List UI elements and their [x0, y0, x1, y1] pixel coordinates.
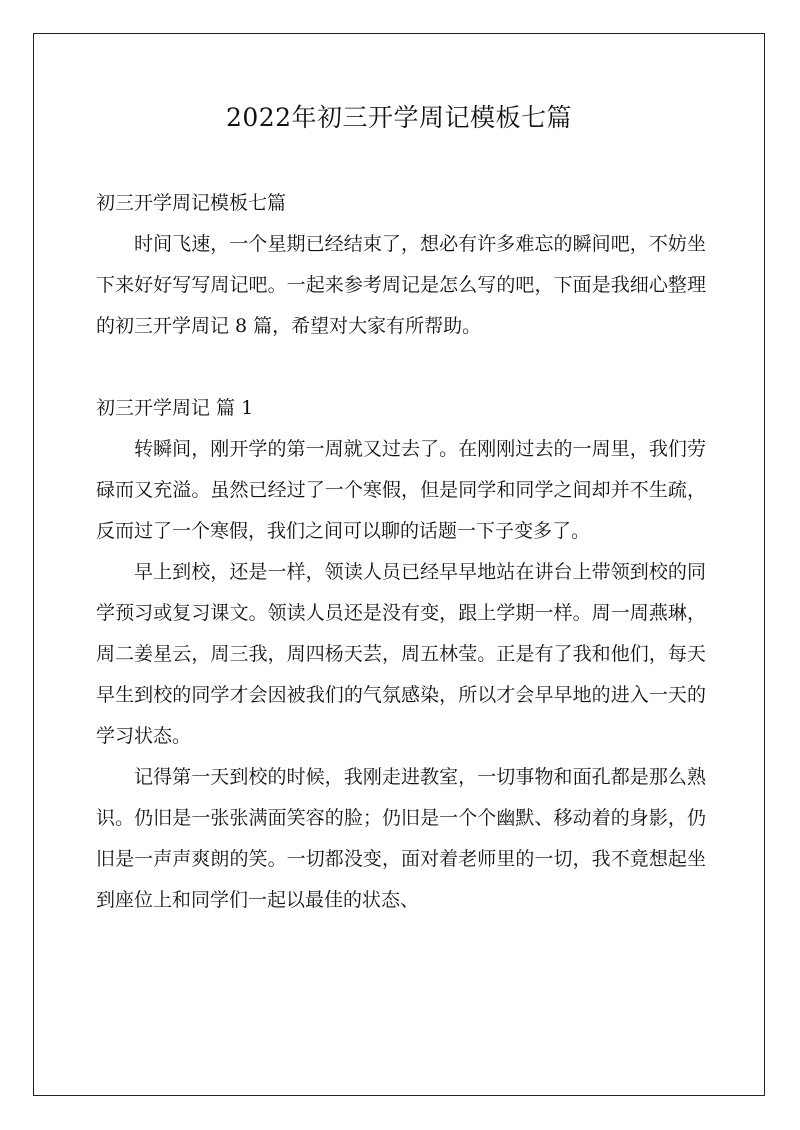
document-title: 2022年初三开学周记模板七篇 — [225, 103, 573, 132]
section-spacer — [96, 347, 706, 388]
section-1-paragraph: 早上到校，还是一样，领读人员已经早早地站在讲台上带领到校的同学预习或复习课文。领读人员还是没有变，跟上学期一样。周一周燕琳，周二姜星云，周三我，周四杨天芸，周五林莹。正是有了我和他们，每天早生到校的同学才会因被我们的气氛感染，所以才会早早地的进入一天的学习状态。 — [96, 561, 706, 747]
section-1-paragraph: 记得第一天到校的时候，我刚走进教室，一切事物和面孔都是那么熟识。仍旧是一张张满面笑容的脸；仍旧是一个个幽默、移动着的身影，仍旧是一声声爽朗的笑。一切都没变，面对着老师里的一切，我不竟想起坐到座位上和同学们一起以最佳的状态、 — [96, 766, 706, 911]
document-body — [96, 183, 706, 921]
intro-heading: 初三开学周记模板七篇 — [96, 192, 287, 214]
intro-paragraph: 时间飞速，一个星期已经结束了，想必有许多难忘的瞬间吧，不妨坐下来好好写写周记吧。一起来参考周记是怎么写的吧，下面是我细心整理的初三开学周记 8 篇，希望对大家有所帮助。 — [96, 233, 706, 337]
section-1-paragraph: 转瞬间，刚开学的第一周就又过去了。在刚刚过去的一周里，我们劳碌而又充溢。虽然已经过了一个寒假，但是同学和同学之间却并不生疏，反而过了一个寒假，我们之间可以聊的话题一下子变多了。 — [96, 438, 706, 542]
section-1-heading: 初三开学周记 篇 1 — [96, 397, 254, 419]
